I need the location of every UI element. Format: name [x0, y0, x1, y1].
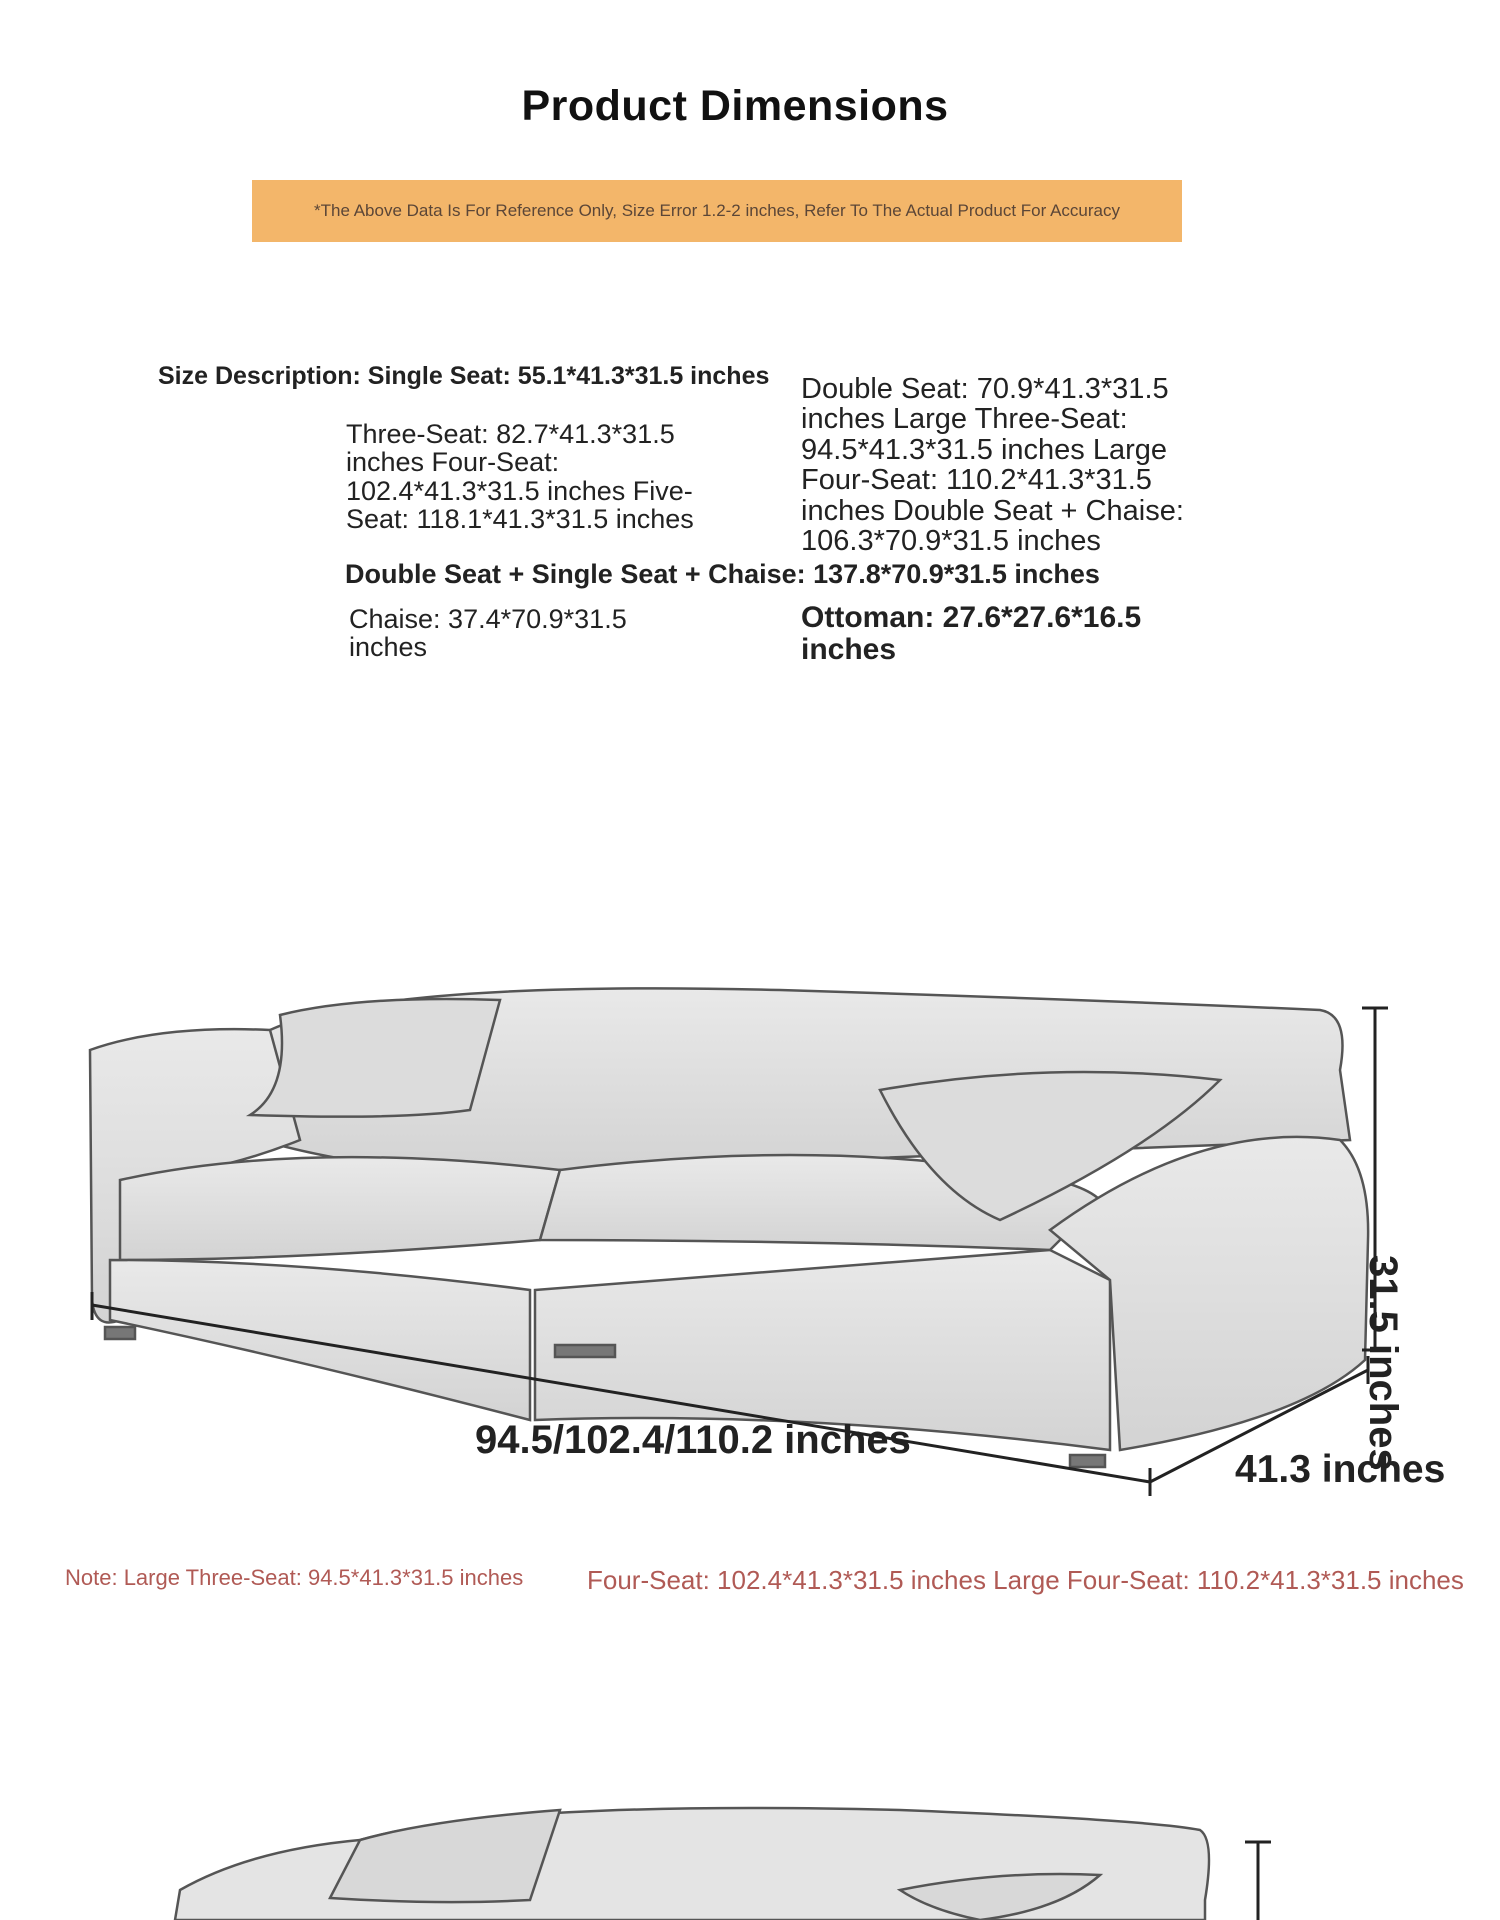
- height-dimension-label: 31.5 inches: [1361, 1255, 1405, 1471]
- size-list-left: Three-Seat: 82.7*41.3*31.5 inches Four-Seat: 102.4*41.3*31.5 inches Five-Seat: 118.1*41.3*31.5 inches: [346, 419, 694, 535]
- size-chaise: Chaise: 37.4*70.9*31.5 inches: [349, 604, 627, 663]
- note-right: Four-Seat: 102.4*41.3*31.5 inches Large Four-Seat: 110.2*41.3*31.5 inches: [587, 1565, 1464, 1595]
- page-title: Product Dimensions: [521, 82, 949, 130]
- sofa-drawing: [0, 940, 1500, 1500]
- sofa-drawing-secondary: [0, 1780, 1500, 1920]
- size-ottoman: Ottoman: 27.6*27.6*16.5 inches: [801, 601, 1142, 666]
- note-left: Note: Large Three-Seat: 94.5*41.3*31.5 inches: [65, 1565, 524, 1590]
- width-dimension-label: 94.5/102.4/110.2 inches: [475, 1418, 911, 1462]
- size-combo: Double Seat + Single Seat + Chaise: 137.8*70.9*31.5 inches: [345, 559, 1100, 589]
- size-list-right: Double Seat: 70.9*41.3*31.5 inches Large Three-Seat: 94.5*41.3*31.5 inches Large Four-Seat: 110.2*41.3*31.5 inches Double Seat + Chaise: 106.3*70.9*31.5 inches: [801, 373, 1184, 558]
- disclaimer-text: *The Above Data Is For Reference Only, Size Error 1.2-2 inches, Refer To The Actual Product For Accuracy: [314, 201, 1120, 220]
- sofa-body: [90, 988, 1368, 1467]
- disclaimer-banner: [252, 180, 1182, 242]
- depth-dimension-label: 41.3 inches: [1235, 1448, 1446, 1491]
- size-description-title: Size Description: Single Seat: 55.1*41.3*31.5 inches: [158, 362, 770, 390]
